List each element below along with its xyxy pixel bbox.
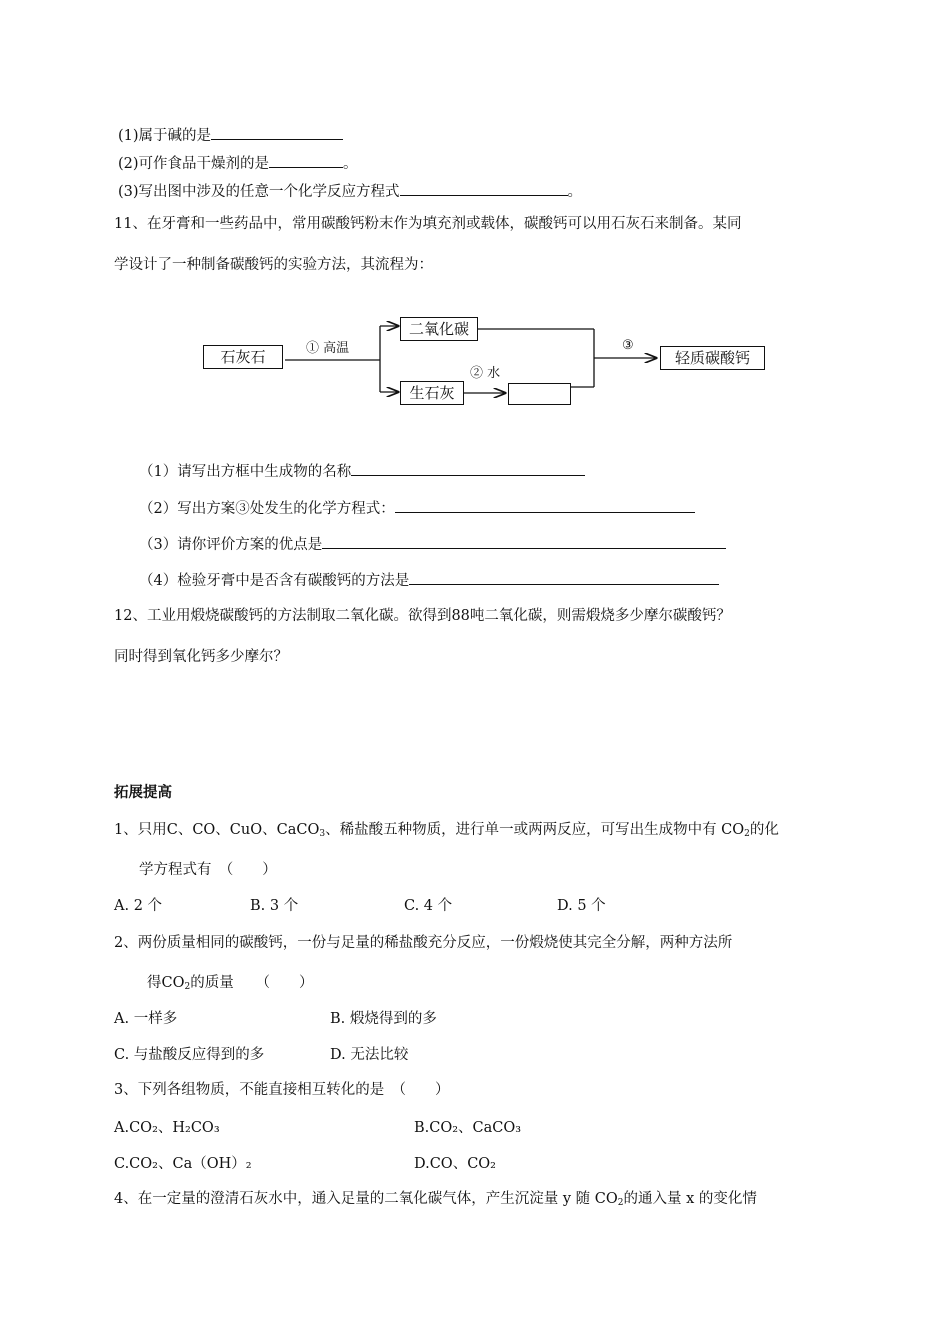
answer-blank[interactable] [351, 461, 585, 476]
box-carbon-dioxide: 二氧化碳 [400, 317, 478, 341]
e3-option-d[interactable]: D.CO、CO₂ [414, 1156, 496, 1172]
answer-blank[interactable] [409, 570, 719, 585]
e2-stem-line2: 得$CO_2$的质量 （ ） [147, 975, 314, 992]
q11-part2: （2）写出方案③处发生的化学方程式： [139, 497, 695, 518]
label-step2-water: ② 水 [470, 366, 501, 381]
e1-stem-line2: 学方程式有 （ ） [139, 862, 277, 878]
q11-part3: （3）请你评价方案的优点是 [139, 533, 726, 554]
q10-part2: (2)可作食品干燥剂的是 。 [118, 152, 358, 173]
box-limestone: 石灰石 [203, 345, 283, 369]
e1-stem-line1: 1、只用C、CO、CuO、CaCO$_3$、稀盐酸五种物质，进行单一或两两反应，可写出生成物中有 $CO_2$的化 [114, 822, 779, 839]
box-quicklime: 生石灰 [400, 381, 464, 405]
q11-stem-line2: 学设计了一种制备碳酸钙的实验方法，其流程为： [114, 257, 433, 273]
e3-option-a[interactable]: A.CO₂、H₂CO₃ [114, 1120, 220, 1136]
answer-blank[interactable] [395, 498, 695, 513]
e3-stem: 3、下列各组物质，不能直接相互转化的是 （ ） [114, 1082, 450, 1098]
e2-option-b[interactable]: B. 煅烧得到的多 [330, 1011, 437, 1027]
e1-option-d[interactable]: D. 5 个 [557, 898, 606, 914]
e3-option-b[interactable]: B.CO₂、CaCO₃ [414, 1120, 522, 1136]
q10-part1: (1)属于碱的是 [118, 124, 343, 145]
e2-option-a[interactable]: A. 一样多 [114, 1011, 178, 1027]
box-blank-product[interactable] [508, 383, 571, 405]
box-light-calcium-carbonate: 轻质碳酸钙 [660, 346, 765, 370]
q12-line1: 12、工业用煅烧碳酸钙的方法制取二氧化碳。欲得到88吨二氧化碳，则需煅烧多少摩尔碳酸钙？ [114, 608, 731, 624]
q10-part3: (3)写出图中涉及的任意一个化学反应方程式 。 [118, 180, 582, 201]
e3-option-c[interactable]: C.CO₂、Ca（OH）₂ [114, 1156, 252, 1172]
q11-part4: （4）检验牙膏中是否含有碳酸钙的方法是 [139, 569, 719, 590]
e2-stem-line1: 2、两份质量相同的碳酸钙，一份与足量的稀盐酸充分反应，一份煅烧使其完全分解，两种方法所 [114, 935, 733, 951]
answer-blank[interactable] [322, 534, 726, 549]
q11-stem-line1: 11、在牙膏和一些药品中，常用碳酸钙粉末作为填充剂或载体，碳酸钙可以用石灰石来制备。某同 [114, 216, 742, 232]
label-step1-high-temp: ① 高温 [306, 341, 350, 356]
q11-part1: （1）请写出方框中生成物的名称 [139, 460, 585, 481]
e2-option-c[interactable]: C. 与盐酸反应得到的多 [114, 1047, 265, 1063]
label-step3: ③ [622, 338, 634, 353]
e1-option-a[interactable]: A. 2 个 [114, 898, 163, 914]
e4-stem: 4、在一定量的澄清石灰水中，通入足量的二氧化碳气体，产生沉淀量 y 随 $CO_2$的通入量 x 的变化情 [114, 1191, 757, 1208]
q12-line2: 同时得到氧化钙多少摩尔？ [114, 649, 288, 665]
section-title: 拓展提高 [114, 785, 172, 801]
e2-option-d[interactable]: D. 无法比较 [330, 1047, 409, 1063]
e1-option-b[interactable]: B. 3 个 [250, 898, 299, 914]
e1-option-c[interactable]: C. 4 个 [404, 898, 453, 914]
